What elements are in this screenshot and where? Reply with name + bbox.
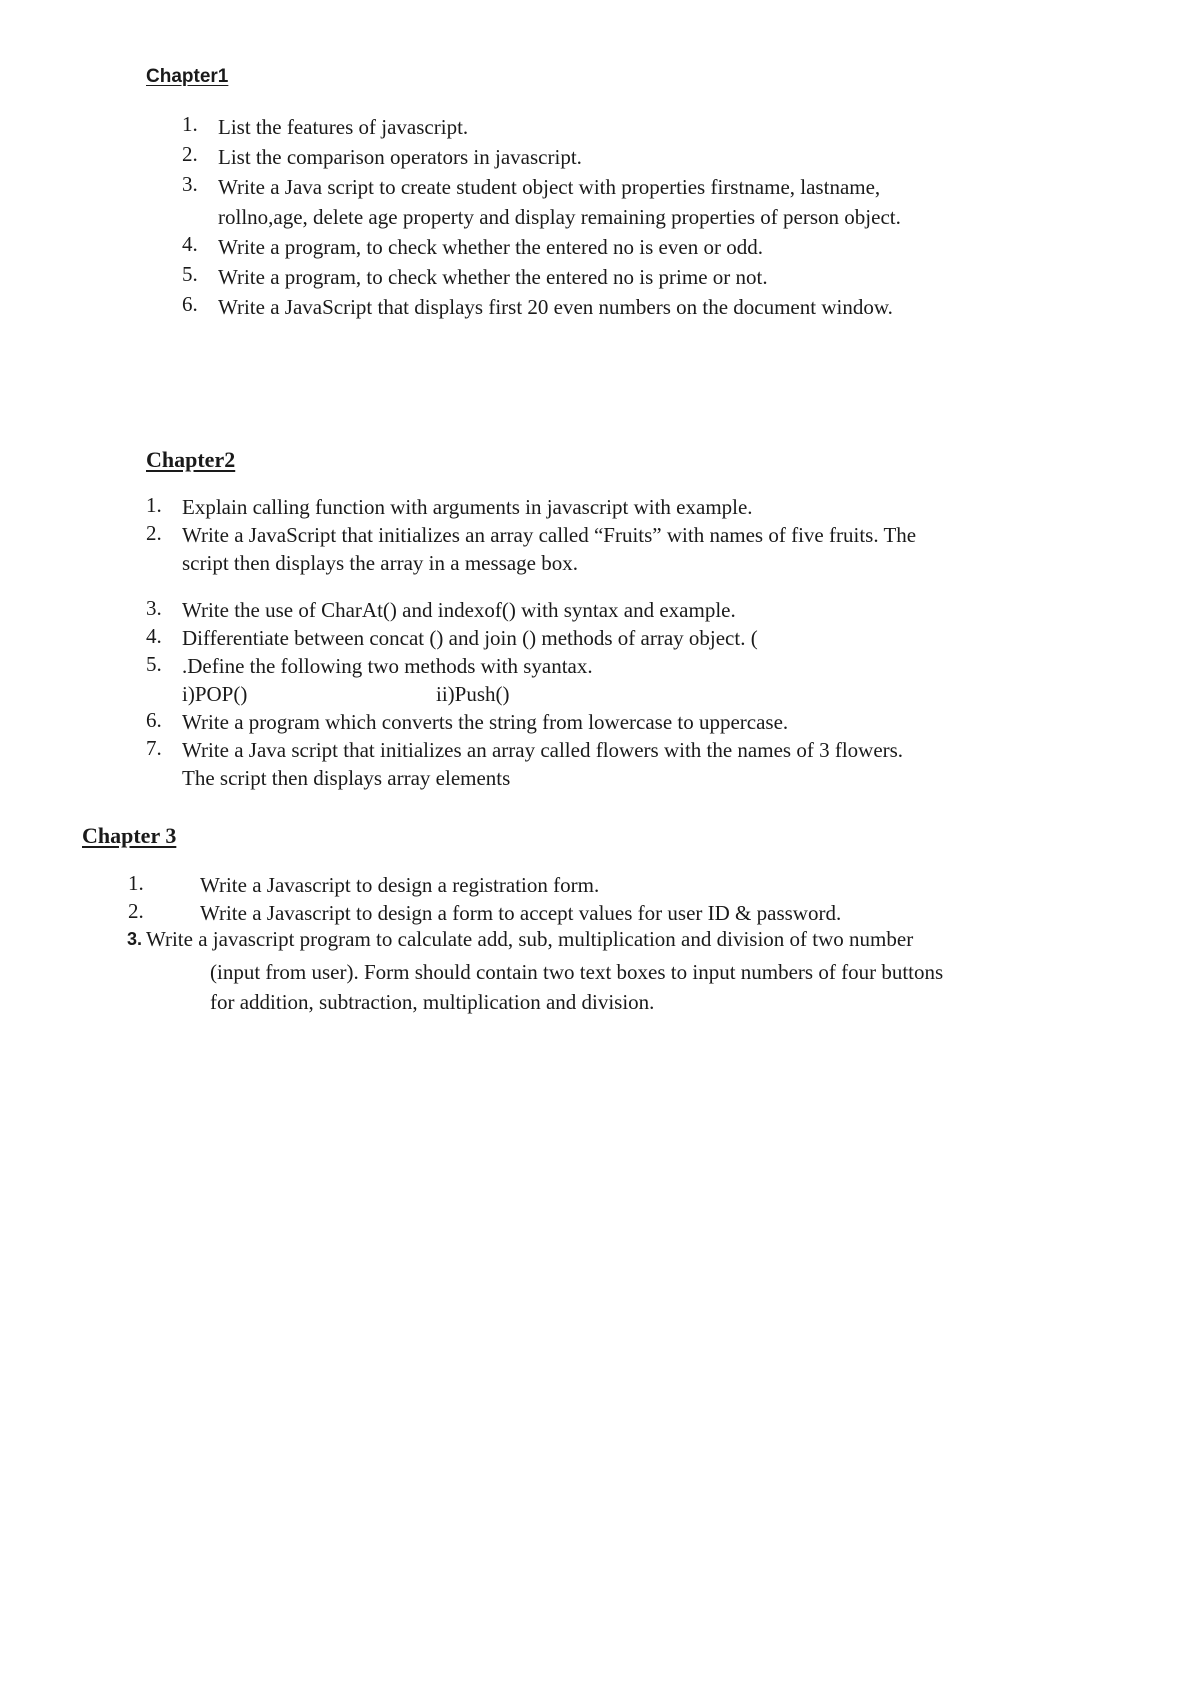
list-item-number: 1. [182, 112, 198, 136]
list-item-text: Write the use of CharAt() and indexof() with syntax and example. [182, 598, 736, 622]
chapter2-heading: Chapter2 [146, 447, 236, 472]
list-item-number: 4. [182, 232, 198, 256]
list-item-text: Write a program which converts the string from lowercase to uppercase. [182, 710, 789, 734]
list-item-text: List the comparison operators in javascript. [218, 145, 582, 169]
list-item-text: Write a JavaScript that displays first 20 even numbers on the document window. [218, 295, 893, 319]
list-item-number: 4. [146, 624, 162, 648]
list-item-number: 1. [146, 493, 162, 517]
list-item-text: Write a program, to check whether the entered no is prime or not. [218, 265, 768, 289]
list-item-number: 3. [182, 172, 198, 196]
list-item-text: Write a JavaScript that initializes an array called “Fruits” with names of five fruits. The script then displays the array in a message box. [182, 523, 917, 575]
list-item-number: 5. [146, 652, 162, 676]
list-item-text: Write a program, to check whether the entered no is even or odd. [218, 235, 763, 259]
chapter3-heading: Chapter 3 [82, 823, 177, 848]
list-item-number: 2. [128, 899, 144, 923]
list-item-number: 1. [128, 871, 144, 895]
list-item-number: 6. [182, 292, 198, 316]
list-item-number: 3. [146, 596, 162, 620]
list-item-text: List the features of javascript. [218, 115, 469, 139]
list-item-text: Write a javascript program to calculate add, sub, multiplication and division of two number [146, 927, 914, 951]
list-item-number: 2. [146, 521, 162, 545]
list-item-number: 3. [127, 929, 143, 949]
list-item-text-continued: (input from user). Form should contain two text boxes to input numbers of four buttons for addition, subtraction, multiplication and division. [210, 960, 944, 1014]
method-pop-label: i)POP() [182, 682, 248, 706]
list-item-text: Explain calling function with arguments in javascript with example. [182, 495, 753, 519]
list-item-text: .Define the following two methods with syantax. [182, 654, 593, 678]
list-item-text: Write a Java script to create student object with properties firstname, lastname, rollno,age, delete age property and display remaining properties of person object. [218, 175, 901, 229]
list-item-number: 2. [182, 142, 198, 166]
method-push-label: ii)Push() [436, 682, 510, 706]
list-item-number: 5. [182, 262, 198, 286]
list-item-text: Differentiate between concat () and join () methods of array object. ( [182, 626, 758, 650]
list-item-text: Write a Javascript to design a form to accept values for user ID & password. [200, 901, 842, 925]
list-item-number: 6. [146, 708, 162, 732]
chapter1-heading: Chapter1 [146, 66, 229, 87]
list-item-text: Write a Java script that initializes an array called flowers with the names of 3 flowers. The script then displays array elements [182, 738, 904, 790]
list-item-text: Write a Javascript to design a registration form. [200, 873, 600, 897]
list-item-number: 7. [146, 736, 162, 760]
